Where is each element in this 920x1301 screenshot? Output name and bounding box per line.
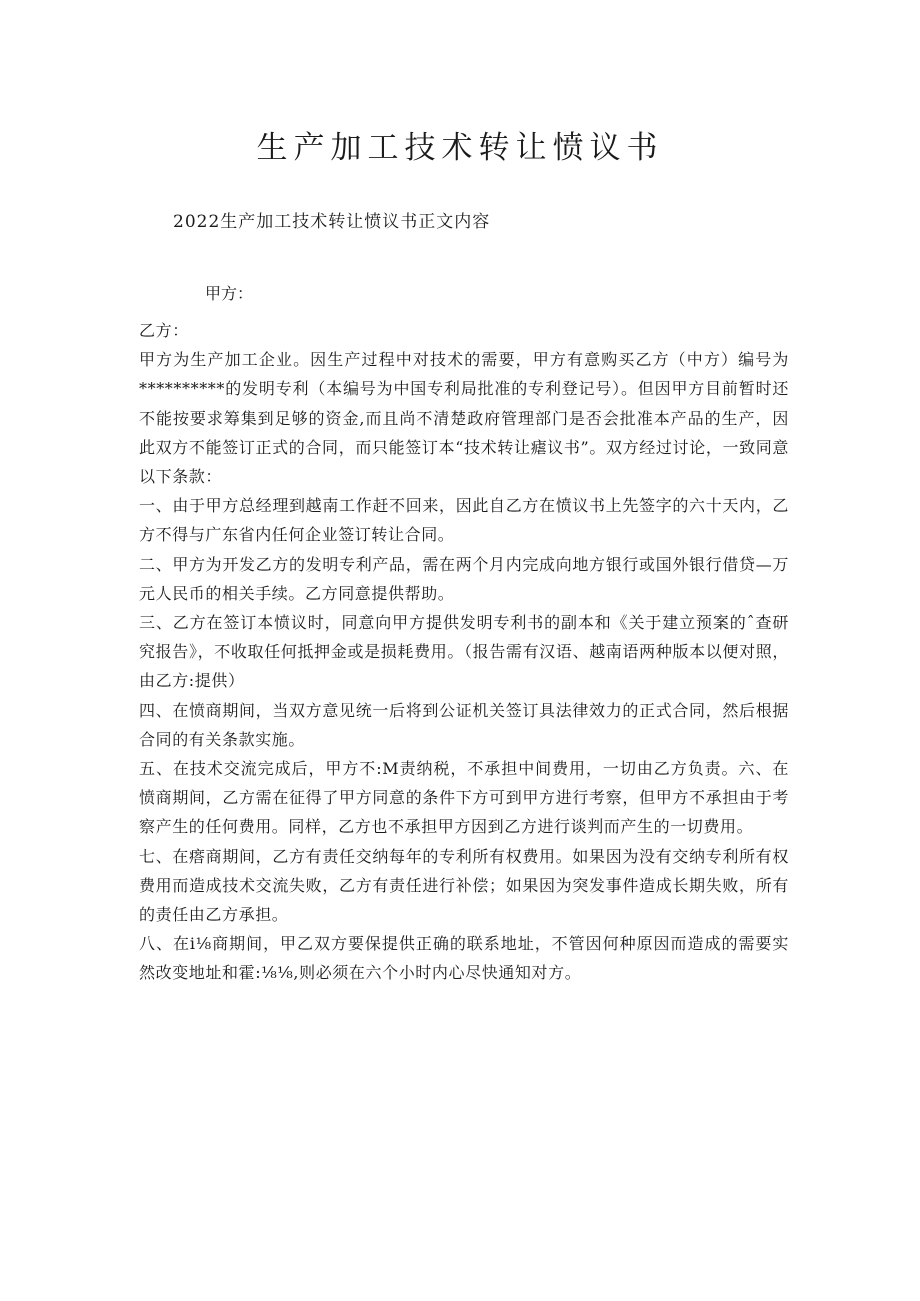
paragraph-intro: 甲方为生产加工企业。因生产过程中对技术的需要，甲方有意购买乙方（中方）编号为**********的发明专利（本编号为中国专利局批准的专利登记号）。但因甲方目前暂时还不能按要求筹集到足够的资金,而且尚不清楚政府管理部门是否会批准本产品的生产，因此双方不能签订正式的合同，而只能签订本“技术转让瘧议书”。双方经过讨论，一致同意以下条款： <box>139 350 789 487</box>
document-subtitle: 2022生产加工技术转让愤议书正文内容 <box>173 212 491 232</box>
paragraph-clause-5-6: 五、在技术交流完成后，甲方不:M责纳税，不承担中间费用，一切由乙方负责。六、在愤商期间，乙方需在征得了甲方同意的条件下方可到甲方进行考察，但甲方不承担由于考察产生的任何费用。同样，乙方也不承担甲方因到乙方进行谈判而产生的一切费用。 <box>139 759 789 837</box>
paragraph-clause-7: 七、在瘩商期间，乙方有责任交纳每年的专利所有权费用。如果因为没有交纳专利所有权费用而造成技术交流失败，乙方有责任进行补偿；如果因为突发事件造成长期失败，所有的责任由乙方承担。 <box>139 846 789 925</box>
paragraph-clause-3: 三、乙方在签订本愤议时，同意向甲方提供发明专利书的副本和《关于建立预案的ˆ查研究报告》，不收取任何抵押金或是损耗费用。（报告需有汉语、越南语两种版本以便对照，由乙方:提供） <box>139 613 789 691</box>
paragraph-clause-8: 八、在i⅛商期间，甲乙双方要保提供正确的联系地址，不管因何种原因而造成的需要实然改变地址和霍:⅛⅛,则必须在六个小时内心尽快通知对方。 <box>139 934 789 983</box>
paragraph-clause-2: 二、甲方为开发乙方的发明专利产品，需在两个月内完成向地方银行或国外银行借贷—万元人民币的相关手续。乙方同意提供帮助。 <box>139 554 789 603</box>
party-a-label: 甲方： <box>205 284 254 303</box>
document-body <box>139 316 789 988</box>
document-title: 生产加工技术转让愤议书 <box>256 130 664 166</box>
paragraph-party-b: 乙方： <box>139 321 189 340</box>
paragraph-clause-1: 一、由于甲方总经理到越南工作赶不回来，因此自乙方在愤议书上先签字的六十天内，乙方不得与广东省内任何企业签订转让合同。 <box>139 496 789 545</box>
paragraph-clause-4: 四、在愤商期间，当双方意见统一后将到公证机关签订具法律效力的正式合同，然后根据合同的有关条款实施。 <box>139 700 789 749</box>
